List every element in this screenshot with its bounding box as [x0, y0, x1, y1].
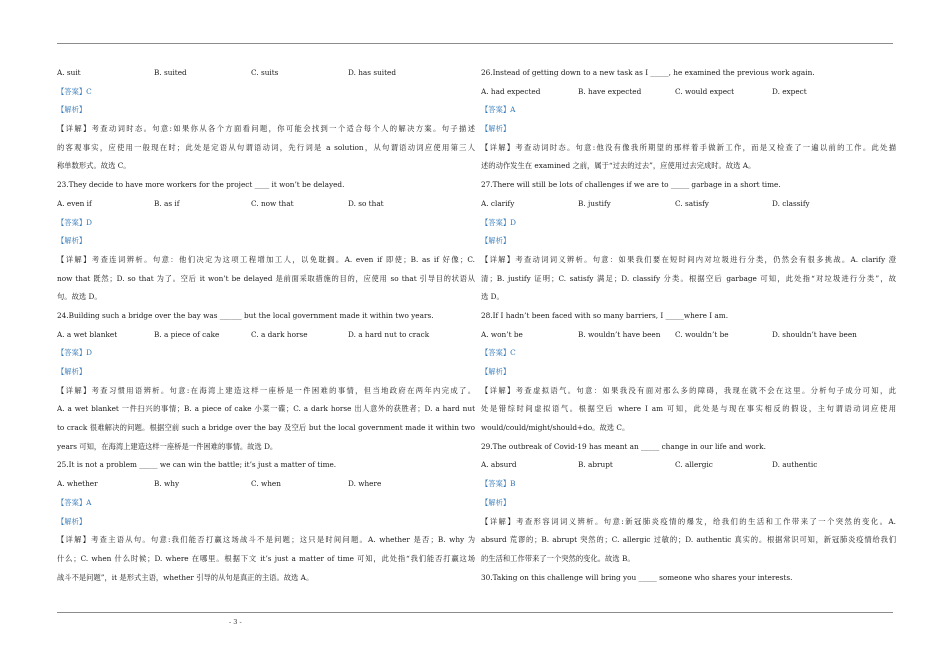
option-c: C. satisfy — [675, 198, 709, 208]
q23-stem: 23.They decide to have more workers for the project ____ it won’t be delayed. — [57, 180, 345, 190]
q22-detail-line: 称单数形式。故选 C。 — [57, 161, 131, 171]
option-b: B. abrupt — [578, 460, 613, 470]
q22-answer: 【答案】C — [57, 86, 92, 96]
option-c: C. now that — [251, 198, 294, 208]
q25-answer: 【答案】A — [57, 497, 92, 507]
q26-stem: 26.Instead of getting down to a new task as I _____, he examined the previous work again. — [481, 68, 815, 77]
option-d: D. expect — [772, 86, 807, 96]
q26-detail-line: 【详解】考查动词时态。句意:他没有像我所期望的那样着手做新工作，而是又检查了一遍以前的工作。此处描 — [481, 142, 896, 152]
option-a: A. suit — [57, 68, 81, 77]
footer-rule — [57, 612, 893, 613]
option-a: A. had expected — [481, 86, 541, 96]
q25-detail-line: 【详解】考查主语从句。句意:我们能否打赢这场战斗不是问题；这只是时间问题。A. whether 是否；B. why 为 — [57, 535, 475, 545]
option-c: C. suits — [251, 68, 279, 77]
q29-analysis-label: 【解析】 — [481, 497, 511, 507]
option-d: D. has suited — [348, 68, 397, 77]
option-c: C. when — [251, 479, 281, 489]
q26-analysis-label: 【解析】 — [481, 124, 511, 134]
left-column — [57, 64, 475, 587]
q23-detail-line: 句。故选 D。 — [57, 292, 102, 302]
option-a: A. won’t be — [481, 329, 523, 339]
option-b: B. why — [154, 479, 180, 489]
q26-options — [481, 83, 896, 102]
q22-analysis-label: 【解析】 — [57, 105, 87, 115]
q24-detail-line: years 可知，在海湾上建造这样一座桥是一件困难的事情。故选 D。 — [57, 441, 278, 451]
page-number: - 3 - — [229, 618, 242, 626]
option-d: D. so that — [348, 198, 384, 208]
q30-stem: 30.Taking on this challenge will bring you _____ someone who shares your interests. — [481, 572, 793, 582]
q27-analysis-label: 【解析】 — [481, 236, 511, 246]
q22-detail-line: 的客观事实，应使用一般现在时；此处是定语从句谓语动词，先行词是 a solution，从句谓语动词应使用第三人 — [57, 142, 475, 152]
q25-stem: 25.It is not a problem _____ we can win the battle; it’s just a matter of time. — [57, 460, 337, 470]
q27-answer: 【答案】D — [481, 217, 517, 227]
option-b: B. justify — [578, 198, 611, 208]
q23-analysis-label: 【解析】 — [57, 236, 87, 246]
q28-answer: 【答案】C — [481, 348, 516, 358]
option-b: B. have expected — [578, 86, 642, 96]
header-rule — [57, 43, 893, 44]
q23-detail-line: 【详解】考查连词辨析。句意：他们决定为这项工程增加工人，以免耽搁。A. even if 即使；B. as if 好像；C. — [57, 254, 475, 264]
q24-stem: 24.Building such a bridge over the bay was ______ but the local government made it within two years. — [57, 310, 434, 320]
option-d: D. classify — [772, 198, 810, 208]
q29-options — [481, 456, 896, 475]
option-b: B. wouldn’t have been — [578, 329, 661, 339]
option-c: C. allergic — [675, 460, 713, 470]
q29-answer: 【答案】B — [481, 479, 516, 489]
q24-detail-line: 【详解】考查习惯用语辨析。句意:在海湾上建造这样一座桥是一件困难的事情，但当地政府在两年内完成了。 — [57, 385, 475, 395]
option-a: A. absurd — [481, 460, 517, 470]
q28-detail-line: 【详解】考查虚拟语气。句意：如果我没有面对那么多的障碍，我现在就不会在这里。分析句子成分可知，此 — [481, 385, 896, 395]
q28-options — [481, 326, 896, 345]
q23-detail-line: now that 既然；D. so that 为了。空后 it won’t be delayed 是前面采取措施的目的，应使用 so that 引导目的状语从 — [57, 273, 475, 283]
option-d: D. authentic — [772, 460, 818, 470]
q22-options — [57, 64, 475, 83]
option-d: D. a hard nut to crack — [348, 329, 430, 339]
option-c: C. wouldn’t be — [675, 329, 729, 339]
q29-stem: 29.The outbreak of Covid-19 has meant an _____ change in our life and work. — [481, 441, 766, 451]
q28-detail-line: 处是错综时间虚拟语气。根据空后 where I am 可知，此处是与现在事实相反的假设，主句谓语动词应使用 — [481, 404, 896, 414]
option-b: B. a piece of cake — [154, 329, 220, 339]
q24-options — [57, 326, 475, 345]
right-column — [481, 64, 896, 587]
q25-options — [57, 475, 475, 494]
q26-answer: 【答案】A — [481, 105, 516, 115]
q24-detail-line: A. a wet blanket 一件扫兴的事情；B. a piece of cake 小菜一碟；C. a dark horse 出人意外的获胜者；D. a hard nut — [57, 404, 475, 414]
q29-detail-line: 【详解】考查形容词词义辨析。句意:新冠肺炎疫情的爆发，给我们的生活和工作带来了一个突然的变化。A. — [481, 516, 896, 526]
option-d: D. where — [348, 479, 382, 489]
q25-detail-line: 什么；C. when 什么时候；D. where 在哪里。根据下文 it’s just a matter of time 可知，此处指“我们能否打赢这场 — [57, 553, 475, 563]
q26-detail-line: 述的动作发生在 examined 之前，属于“过去的过去”，应使用过去完成时。故选 A。 — [481, 161, 756, 171]
option-c: C. a dark horse — [251, 329, 308, 339]
option-a: A. even if — [57, 198, 92, 208]
q27-detail-line: 【详解】考查动词词义辨析。句意：如果我们要在短时间内对垃圾进行分类，仍然会有很多挑战。A. clarify 澄 — [481, 254, 896, 264]
q23-answer: 【答案】D — [57, 217, 93, 227]
q25-detail-line: 战斗不是问题”，it 是形式主语，whether 引导的从句是真正的主语。故选 A。 — [57, 572, 314, 582]
option-c: C. would expect — [675, 86, 735, 96]
q27-stem: 27.There will still be lots of challenges if we are to _____ garbage in a short time. — [481, 180, 781, 190]
q29-detail-line: absurd 荒谬的；B. abrupt 突然的；C. allergic 过敏的；D. authentic 真实的。根据常识可知，新冠肺炎疫情给我们 — [481, 535, 896, 545]
option-d: D. shouldn’t have been — [772, 329, 857, 339]
q24-detail-line: to crack 很难解决的问题。根据空前 such a bridge over the bay 及空后 but the local government made it within two — [57, 423, 475, 433]
q25-analysis-label: 【解析】 — [57, 516, 87, 526]
q28-analysis-label: 【解析】 — [481, 367, 511, 376]
q24-analysis-label: 【解析】 — [57, 367, 87, 376]
q22-detail-line: 【详解】考查动词时态。句意:如果你从各个方面看问题，你可能会找到一个适合每个人的解决方案。句子描述 — [57, 124, 475, 134]
q27-detail-line: 清；B. justify 证明；C. satisfy 满足；D. classify 分类。根据空后 garbage 可知，此处指“对垃圾进行分类”，故 — [481, 273, 896, 283]
option-a: A. a wet blanket — [57, 329, 118, 339]
q27-options — [481, 195, 896, 214]
q29-detail-line: 的生活和工作带来了一个突然的变化。故选 B。 — [481, 553, 635, 563]
q23-options — [57, 195, 475, 214]
q27-detail-line: 选 D。 — [481, 292, 504, 302]
q28-stem: 28.If I hadn’t been faced with so many barriers, I _____where I am. — [481, 310, 729, 320]
q24-answer: 【答案】D — [57, 348, 93, 358]
option-a: A. clarify — [481, 198, 515, 208]
q28-detail-line: would/could/might/should+do。故选 C。 — [481, 423, 630, 433]
option-a: A. whether — [57, 479, 98, 489]
option-b: B. as if — [154, 198, 180, 208]
option-b: B. suited — [154, 68, 187, 77]
